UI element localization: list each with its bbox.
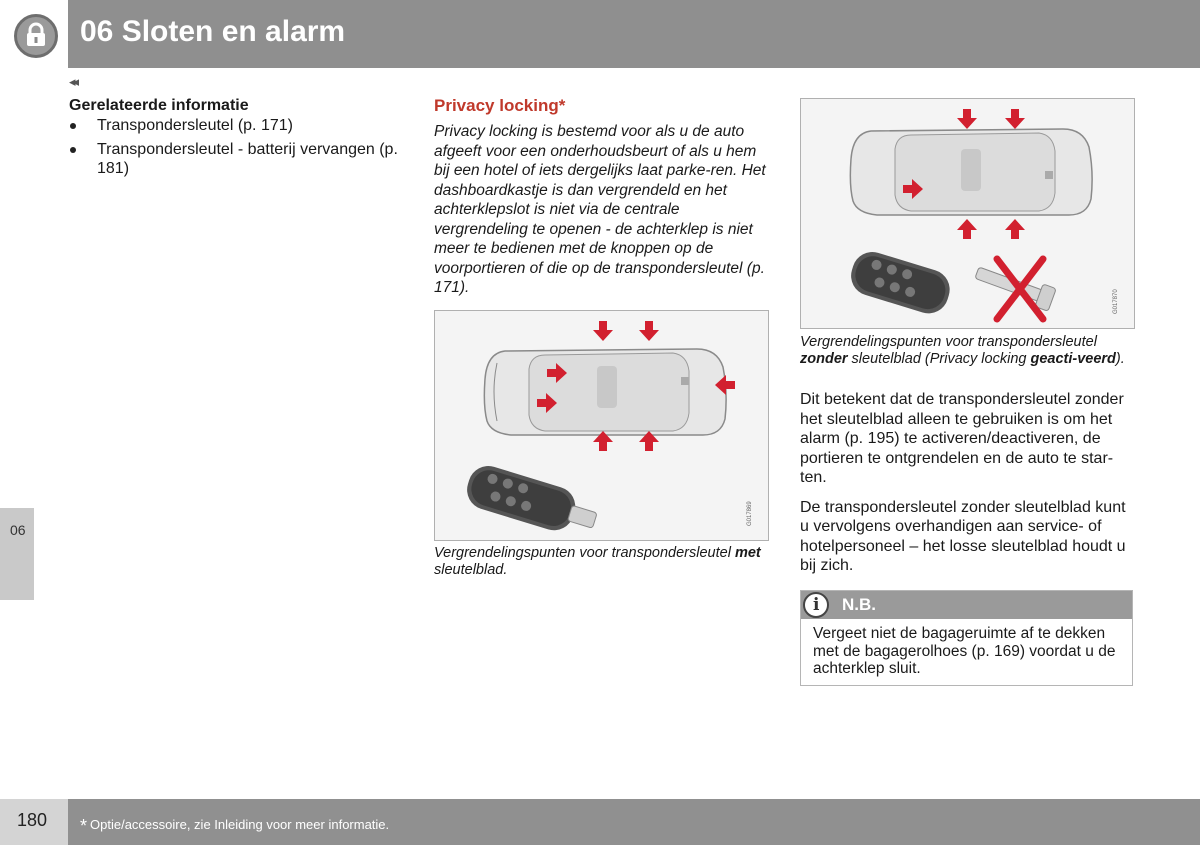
- caption-bold-text: met: [734, 545, 761, 561]
- body-paragraph: Dit betekent dat de transpondersleutel zonder het sleutelblad alleen te gebruiken is om het alarm (p. 195) te activeren/deactiveren, de portieren te ontgrendelen en de auto te star-ten.: [800, 391, 1124, 486]
- footnote-star: *: [80, 816, 88, 836]
- caption-text-mid: sleutelblad (Privacy locking: [847, 351, 1031, 367]
- footnote: [80, 813, 389, 834]
- double-chevron-left-icon[interactable]: ◂◂: [69, 74, 77, 89]
- privacy-locking-text: Privacy locking is bestemd voor als u de auto afgeeft voor een onderhoudsbeurt of als u hem bij een hotel of iets dergelijks laat parke-ren. Het dashboardkastje is dan vergrendeld en het achterklepslot is niet via de centrale vergrendeling te openen - de achterklep is niet meer te bedienen met de knoppen op de voorportieren of die op de transpondersleutel (p. 171).: [434, 123, 766, 296]
- car-lock-points-illustration: [801, 99, 1134, 328]
- figure-caption: [434, 545, 768, 579]
- page-number-box: [0, 799, 68, 845]
- car-lock-points-illustration: [435, 311, 768, 540]
- related-info-heading: Gerelateerde informatie: [69, 97, 249, 114]
- related-info-list: [69, 116, 399, 178]
- related-info-section: [69, 97, 399, 183]
- note-text: Vergeet niet de bagageruimte af te dekken met de bagagerolhoes (p. 169) voordat u de achterklep sluit.: [813, 625, 1116, 677]
- list-item[interactable]: [69, 116, 399, 135]
- caption-text-end: ).: [1115, 351, 1125, 367]
- caption-text-end: sleutelblad.: [434, 562, 508, 578]
- bullet-icon: [70, 147, 76, 153]
- bullet-icon: [70, 123, 76, 129]
- page-number: 180: [17, 810, 48, 830]
- side-tab-label: 06: [10, 522, 26, 538]
- caption-bold-text: zonder: [800, 351, 848, 367]
- body-text-section: [800, 390, 1134, 586]
- note-header: [801, 591, 1132, 619]
- info-icon-glyph: i: [813, 595, 820, 615]
- header-icon-box: [0, 0, 68, 68]
- caption-bold-text-2: geacti-veerd: [1030, 351, 1116, 367]
- info-icon: [803, 592, 829, 618]
- lock-icon: [14, 14, 58, 58]
- figure-code: G017870: [1113, 289, 1119, 314]
- page-footer: [0, 799, 1200, 845]
- caption-text: Vergrendelingspunten voor transpondersleutel: [800, 334, 1097, 350]
- figure-without-key-blade: [800, 98, 1135, 329]
- chapter-title: 06 Sloten en alarm: [80, 15, 346, 48]
- related-link-text[interactable]: Transpondersleutel - batterij vervangen (p. 181): [97, 141, 398, 177]
- chapter-side-tab[interactable]: [0, 508, 34, 600]
- list-item[interactable]: [69, 140, 399, 178]
- figure-caption: [800, 334, 1134, 368]
- page-header: [0, 0, 1200, 68]
- note-title: N.B.: [842, 595, 876, 614]
- figure-code: G017869: [747, 501, 753, 526]
- caption-text: Vergrendelingspunten voor transpondersleutel: [434, 545, 735, 561]
- footnote-text: Optie/accessoire, zie Inleiding voor meer informatie.: [90, 817, 390, 832]
- figure-with-key-blade: [434, 310, 769, 541]
- privacy-locking-heading: Privacy locking*: [434, 96, 566, 115]
- privacy-locking-section: [434, 96, 768, 298]
- body-paragraph: De transpondersleutel zonder sleutelblad kunt u vervolgens overhandigen aan service- of hotelpersoneel – het losse sleutelblad houdt u bij zich.: [800, 498, 1126, 574]
- related-link-text[interactable]: Transpondersleutel (p. 171): [97, 117, 293, 134]
- note-box: [800, 590, 1133, 686]
